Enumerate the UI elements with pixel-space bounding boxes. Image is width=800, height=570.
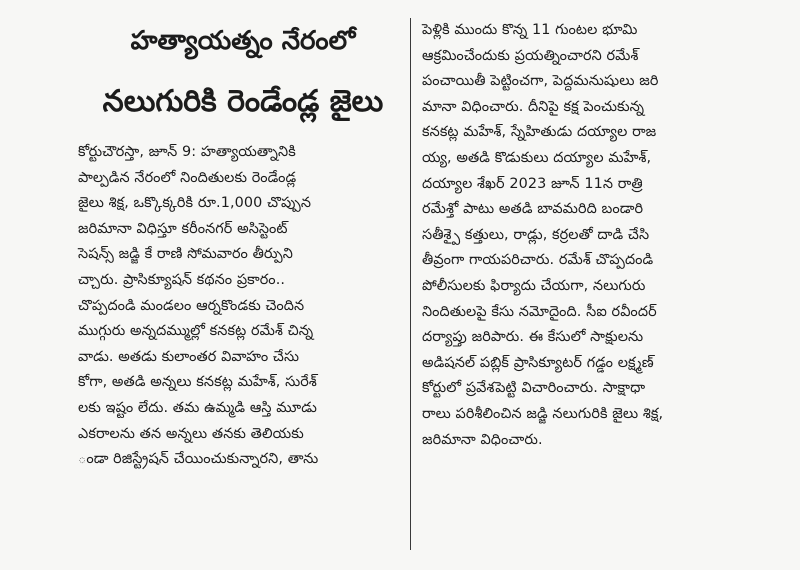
body-line: పోలీసులకు ఫిర్యాదు చేయగా, నలుగురు <box>422 277 646 294</box>
body-line: కోగా, అతడి అన్నలు కనకట్ల మహేశ్, సురేశ్ <box>78 374 317 391</box>
body-line: తీవ్రంగా గాయపరిచారు. రమేశ్ చొప్పదండి <box>422 252 654 269</box>
headline-line-2: నలుగురికి రెండేండ్ల జైలు <box>102 84 384 119</box>
headline-line-1: హత్యాయత్నం నేరంలో <box>130 26 356 56</box>
right-column <box>422 18 762 453</box>
body-line: య్య, అతడి కొడుకులు దయ్యాల మహేశ్, <box>422 149 652 166</box>
body-line: ఆక్రమించేందుకు ప్రయత్నించారని రమేశ్ <box>422 47 639 64</box>
body-line: జరిమానా విధిస్తూ కరీంనగర్ అసిస్టెంట్ <box>78 220 288 237</box>
body-line: సతీశ్పై కత్తులు, రాడ్లు, కర్రలతో దాడి చేసి <box>422 226 650 243</box>
body-line: రమేశ్తో పాటు అతడి బావమరిది బండారి <box>422 201 644 218</box>
body-line: కోర్టులో ప్రవేశపెట్టి విచారించారు. సాక్షాధా <box>422 380 646 397</box>
body-line: అడిషనల్ పబ్లిక్ ప్రాసిక్యూటర్ గడ్డం లక్ష్మణ్ <box>422 354 654 371</box>
body-line: పంచాయితీ పెట్టించగా, పెద్దమనుషులు జరి <box>422 73 659 90</box>
body-line: కనకట్ల మహేశ్, స్నేహితుడు దయ్యాల రాజ <box>422 124 657 141</box>
body-line: సెషన్స్ జడ్జి కే రాణి సోమవారం తీర్పుని <box>78 246 293 263</box>
body-line: ండా రిజిస్ట్రేషన్ చేయించుకున్నారని, తాను <box>78 451 319 468</box>
body-line: వాడు. అతడు కులాంతర వివాహం చేసు <box>78 348 300 365</box>
body-line: మానా విధించారు. దీనిపై కక్ష పెంచుకున్న <box>422 98 645 115</box>
body-line: నిందితులపై కేసు నమోదైంది. సీఐ రవీందర్ <box>422 303 657 320</box>
body-line: చొప్పదండి మండలం ఆర్నకొండకు చెందిన <box>78 297 305 314</box>
column-divider <box>410 18 411 550</box>
body-line: పాల్పడిన నేరంలో నిందితులకు రెండేండ్ల <box>78 169 297 186</box>
left-body-text <box>78 140 408 473</box>
body-line: జరిమానా విధించారు. <box>422 431 543 448</box>
body-line: దర్యాప్తు జరిపారు. ఈ కేసులో సాక్షులను <box>422 329 644 346</box>
right-body-text <box>422 18 762 453</box>
body-line: పెళ్లికి ముందు కొన్న 11 గుంటల భూమి <box>422 22 638 38</box>
body-line: లకు ఇష్టం లేదు. తమ ఉమ్మడి ఆస్తి మూడు <box>78 399 317 416</box>
left-column <box>78 18 408 473</box>
body-line: జైలు శిక్ష, ఒక్కొక్కరికి రూ.1,000 చొప్పున <box>78 195 312 212</box>
body-line: రాలు పరిశీలించిన జడ్జి నలుగురికి జైలు శిక్ష, <box>422 405 664 422</box>
body-line: ముగ్గురు అన్నదమ్ముల్లో కనకట్ల రమేశ్ చిన్న <box>78 323 314 340</box>
body-line: కోర్టుచౌరస్తా, జూన్ 9: హత్యాయత్నానికి <box>78 144 296 160</box>
body-line: ఎకరాలను తన అన్నలు తనకు తెలియకు <box>78 425 304 442</box>
body-line: దయ్యాల శేఖర్ 2023 జూన్ 11న రాత్రి <box>422 175 643 192</box>
body-line: చ్చారు. ప్రాసిక్యూషన్ కథనం ప్రకారం.. <box>78 271 286 288</box>
